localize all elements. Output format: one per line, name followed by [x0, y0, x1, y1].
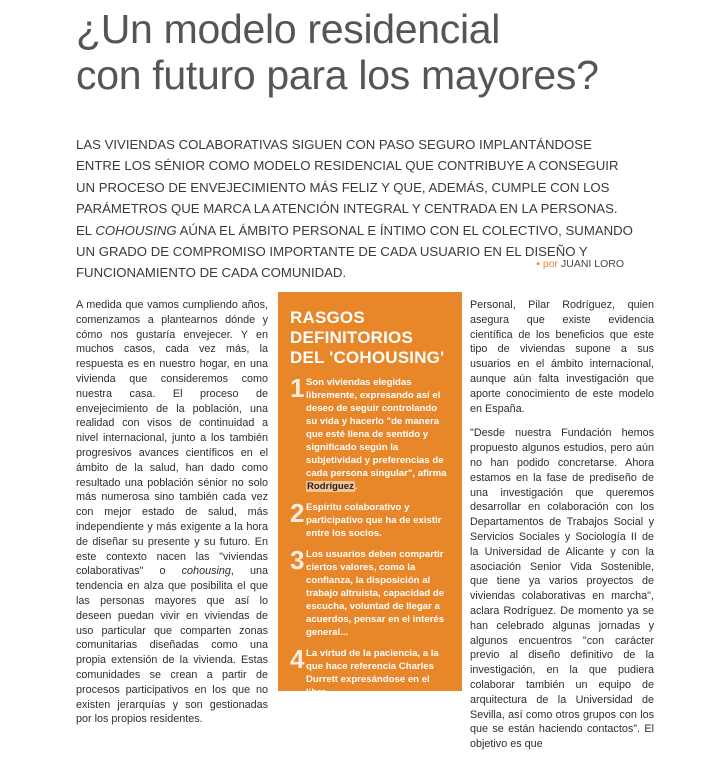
lead-text-2: AÚNA EL ÁMBITO PERSONAL E ÍNTIMO CON EL COLECTIVO, SUMANDO UN GRADO DE COMPROMISO IMPORTANTE DE CADA USUARIO EN EL DISEÑO Y FUNCIONAMIENTO DE CADA COMUNIDAD.	[76, 222, 633, 281]
sidebar-item	[290, 545, 450, 639]
byline	[536, 258, 624, 270]
sidebar-item-text: Espíritu colaborativo y participativo que ha de existir entre los socios.	[306, 502, 442, 539]
byline-prefix: • por	[536, 258, 559, 270]
column1-paragraph	[76, 298, 268, 727]
body-column-1	[76, 298, 268, 737]
column1-text-1: A medida que vamos cumpliendo años, comenzamos a plantearnos dónde y cómo nos gustaría envejecer. Y en muchos casos, cada vez más, la respuesta es en nuestro hogar, en una vivienda que consideremos como nuestra casa. El proceso de envejecimiento de la población, una realidad con visos de continuidad a nivel internacional, junto a los también progresivos avances científicos en el ámbito de la salud, han dado como resultado una población sénior no solo más numerosa sino también cada vez con mejor estado de salud, más independiente y más exigente a la hora de diseñar su presente y su futuro. En este contexto nacen las "viviendas colaborativas" o	[76, 299, 268, 578]
sidebar-item-text: Los usuarios deben compartir ciertos valores, como la confianza, la disposición al trabajo altruista, capacidad de escucha, voluntad de llegar a acuerdos, pensar en el interés general...	[306, 549, 445, 638]
sidebar-title-line-3: DEL 'COHOUSING'	[290, 348, 445, 367]
sidebar-box	[278, 292, 462, 698]
sidebar-item-text	[306, 376, 450, 493]
sidebar-item-number: 1	[290, 373, 305, 403]
column1-text-2: , una tendencia en alza que posibilita el que las personas mayores que así lo deseen puedan vivir en viviendas de uso particular que comparten zonas comunitarias diseñadas como una propia extensión de la vivienda. Estas comunidades se crean a partir de procesos participativos en los que no existen jerarquías y son gestionadas por los propios residentes.	[76, 565, 269, 726]
sidebar-title	[290, 308, 450, 368]
sidebar-item-number: 3	[290, 545, 305, 575]
title-line-1: ¿Un modelo residencial	[76, 6, 501, 52]
sidebar-highlight: Rodríguez	[307, 481, 354, 492]
sidebar-title-line-1: RASGOS	[290, 308, 365, 327]
body-column-3	[470, 298, 654, 762]
sidebar-item-number: 2	[290, 498, 305, 528]
column3-paragraph-1: Personal, Pilar Rodríguez, quien asegura que existe evidencia científica de los beneficios que este tipo de viviendas supone a sus usuarios en el ámbito internacional, aunque aún falta investigación que aporte conocimiento de este modelo en España.	[470, 299, 654, 415]
byline-author: JUANI LORO	[560, 258, 624, 270]
lead-text-1: LAS VIVIENDAS COLABORATIVAS SIGUEN CON PASO SEGURO IMPLANTÁNDOSE ENTRE LOS SÉNIOR COMO MODELO RESIDENCIAL QUE CONTRIBUYE A CONSEGUIR UN PROCESO DE ENVEJECIMIENTO MÁS FELIZ Y QUE, ADEMÁS, CUMPLE CON LOS PARÁMETROS QUE MARCA LA ATENCIÓN INTEGRAL Y CENTRADA EN LA PERSONAS. EL	[76, 137, 619, 238]
column1-emphasis: cohousing	[181, 565, 231, 578]
sidebar-item	[290, 373, 450, 493]
article-title	[76, 6, 696, 98]
title-line-2: con futuro para los mayores?	[76, 52, 599, 98]
sidebar-item-end: .	[354, 481, 358, 492]
sidebar-item	[290, 644, 450, 699]
lead-emphasis: COHOUSING	[95, 222, 177, 238]
sidebar-title-line-2: DEFINITORIOS	[290, 328, 413, 347]
sidebar-item-body: Son viviendas elegidas libremente, expresando así el deseo de seguir controlando su vida y hacerlo "de manera que esté llena de sentido y significado según la subjetividad y preferencias de cada persona singular", afirma	[306, 377, 447, 479]
sidebar-item	[290, 498, 450, 540]
column3-paragraph-2: "Desde nuestra Fundación hemos propuesto algunos estudios, pero aún no han podido concretarse. Ahora estamos en la fase de prediseño de una investigación que queremos desarrollar en colaboración con los Departamentos de Trabajos Social y Servicios Sociales y Sociología II de la Universidad de Alicante y con la asociación Senior Vida Sostenible, que tiene ya varios proyectos de viviendas colaborativas en marcha", aclara Rodríguez. De momento ya se han celebrado algunas jornadas y algunos encuentros "con carácter previo al diseño definitivo de la investigación, en la que pudiera colaborar también un equipo de arquitectura de la Universidad de Sevilla, así como otros grupos con los que se están haciendo contactos". El objetivo es que	[470, 427, 654, 751]
sidebar-item-text: La virtud de la paciencia, a la que hace referencia Charles Durrett expresándose en el libro...	[306, 648, 439, 698]
sidebar-item-number: 4	[290, 644, 305, 674]
